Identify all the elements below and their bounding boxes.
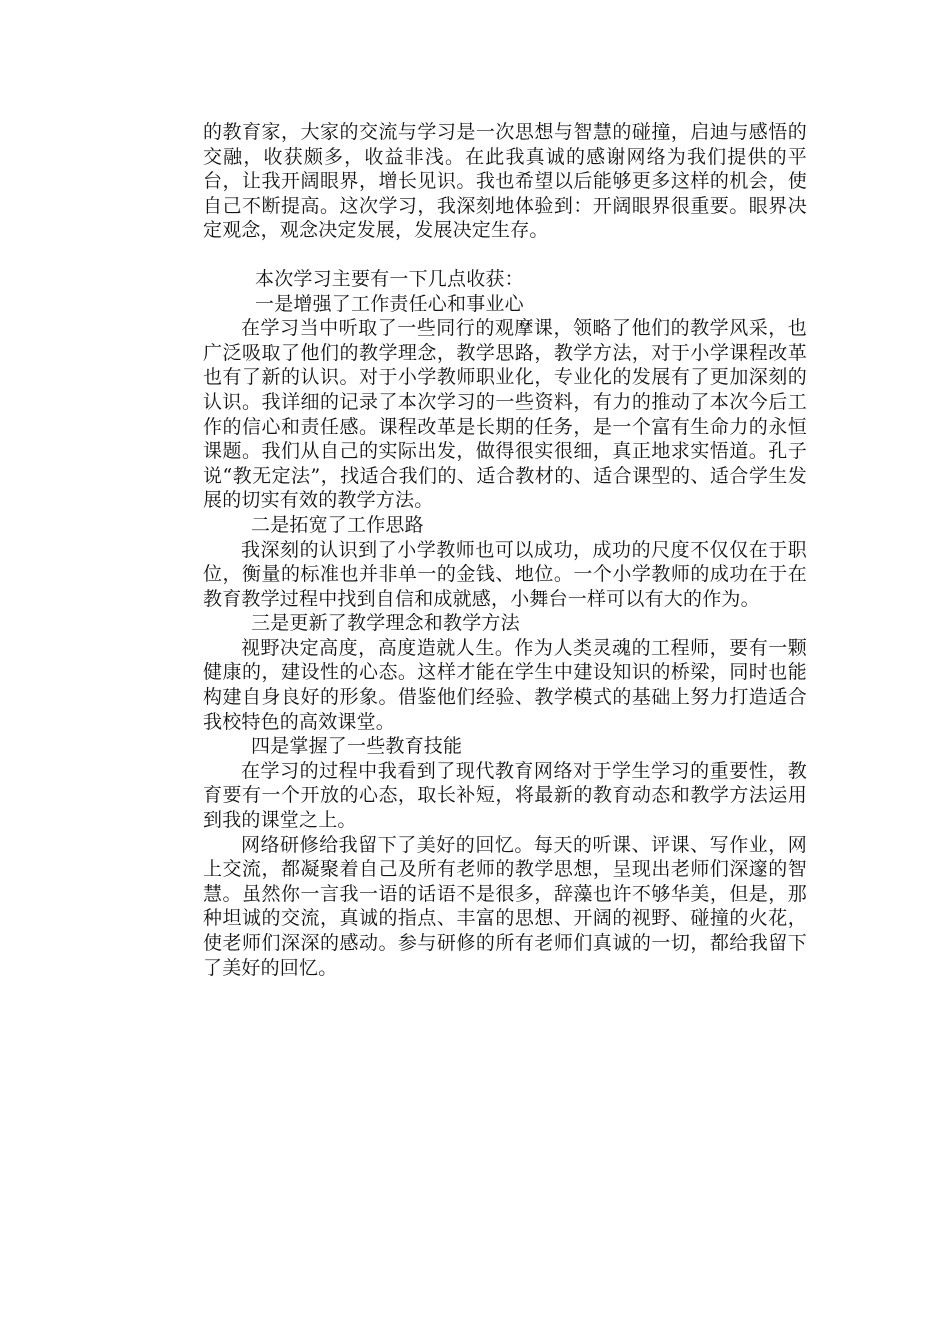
section-body-1: 在学习当中听取了一些同行的观摩课，领略了他们的教学风采，也广泛吸取了他们的教学理念，教学思路，教学方法，对于小学课程改革也有了新的认识。对于小学教师职业化，专业化的发展有了更加深刻的认识。我详细的记录了本次学习的一些资料，有力的推动了本次今后工作的信心和责任感。课程改革是长期的任务，是一个富有生命力的永恒课题。我们从自己的实际出发，做得很实很细，真正地求实悟道。孔子说“教无定法”，找适合我们的、适合教材的、适合课型的、适合学生发展的切实有效的教学方法。 (203, 317, 807, 512)
section-heading-1: 一是增强了工作责任心和事业心 (255, 292, 524, 315)
opening-paragraph: 的教育家，大家的交流与学习是一次思想与智慧的碰撞，启迪与感悟的交融，收获颇多，收益非浅。在此我真诚的感谢网络为我们提供的平台，让我开阔眼界，增长见识。我也希望以后能够更多这样的机会，使自己不断提高。这次学习，我深刻地体验到：开阔眼界很重要。眼界决定观念，观念决定发展，发展决定生存。 (203, 121, 807, 242)
section-heading-4: 四是掌握了一些教育技能 (251, 735, 463, 758)
section-body-4: 在学习的过程中我看到了现代教育网络对于学生学习的重要性，教育要有一个开放的心态，取长补短，将最新的教育动态和教学方法运用到我的课堂之上。 (203, 759, 807, 832)
document-body (203, 120, 807, 980)
section-heading-3: 三是更新了教学理念和教学方法 (251, 612, 520, 635)
paragraph-gap (203, 243, 807, 267)
section-body-3: 视野决定高度，高度造就人生。作为人类灵魂的工程师，要有一颗健康的，建设性的心态。这样才能在学生中建设知识的桥梁，同时也能构建自身良好的形象。借鉴他们经验、教学模式的基础上努力打造适合我校特色的高效课堂。 (203, 636, 807, 733)
closing-paragraph: 网络研修给我留下了美好的回忆。每天的听课、评课、写作业，网上交流，都凝聚着自己及所有老师的教学思想，呈现出老师们深邃的智慧。虽然你一言我一语的话语不是很多，辞藻也许不够华美，但是，那种坦诚的交流，真诚的指点、丰富的思想、开阔的视野、碰撞的火花，使老师们深深的感动。参与研修的所有老师们真诚的一切，都给我留下了美好的回忆。 (203, 833, 807, 979)
gains-intro: 本次学习主要有一下几点收获： (255, 267, 524, 290)
section-heading-2: 二是拓宽了工作思路 (251, 513, 424, 536)
section-body-2: 我深刻的认识到了小学教师也可以成功，成功的尺度不仅仅在于职位，衡量的标准也并非单一的金钱、地位。一个小学教师的成功在于在教育教学过程中找到自信和成就感，小舞台一样可以有大的作为。 (203, 538, 807, 610)
